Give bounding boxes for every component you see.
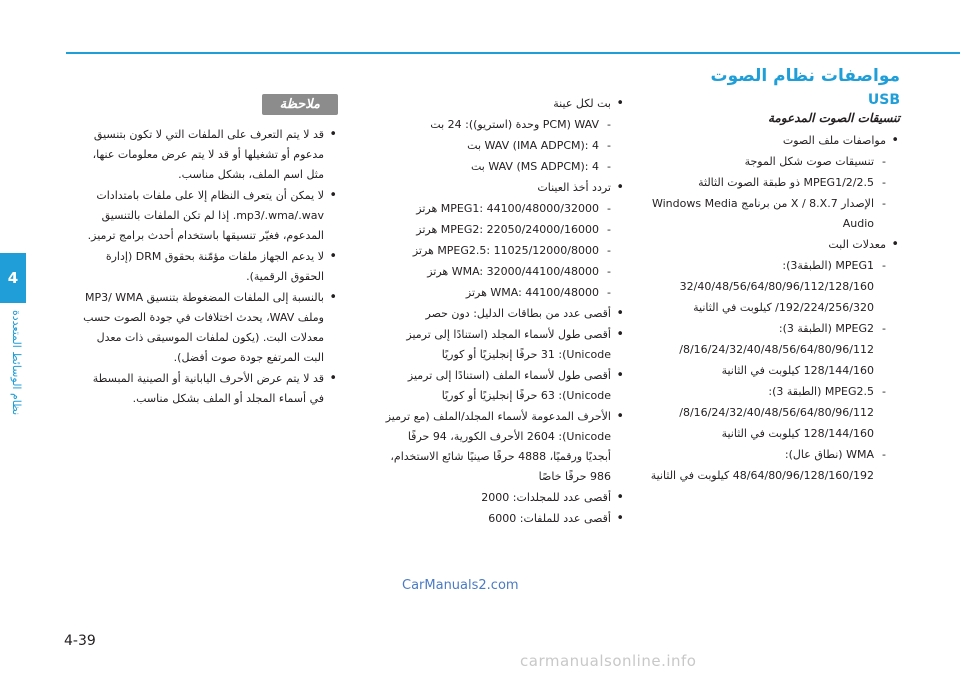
sub-item: - WMA (نطاق عال): xyxy=(640,445,886,465)
format-list xyxy=(640,131,900,486)
sub-item: - MPEG1: 44100/48000/32000 هرتز xyxy=(385,199,611,219)
sub-item: - MPEG2.5 (الطبقة 3): xyxy=(640,382,886,402)
continuation-line: 32/40/48/56/64/80/96/112/128/160 xyxy=(679,280,874,293)
bullet-item: • بت لكل عينة xyxy=(385,94,611,114)
sub-item: - WAV (IMA ADPCM): 4 بت xyxy=(385,136,611,156)
header-rule xyxy=(66,52,960,54)
watermark: CarManuals2.com xyxy=(402,578,519,593)
usb-heading: USB xyxy=(867,92,900,108)
audio-spec-column xyxy=(640,66,900,487)
bullet-item: • تردد أخذ العينات xyxy=(385,178,611,198)
bullet-item: • لا يمكن أن يتعرف النظام إلا على ملفات بامتدادات mp3/.wma/.wav. إذا لم تكن الملفات بالتنسيق المدعوم، فغيّر تنسيقها باستخدام أحدث برامج ترميز. xyxy=(80,186,324,246)
bullet-item: • أقصى عدد من بطاقات الدليل: دون حصر xyxy=(385,304,611,324)
bullet-item: • الأحرف المدعومة لأسماء المجلد/الملف (مع ترميز Unicode): 2604 الأحرف الكورية، 94 حرفًا أبجديًا ورقميًا، 4888 حرفًا صينيًا شائع الاستخدام، 986 حرفًا خاصًا xyxy=(385,407,611,487)
sub-item: - MPEG1 (الطبقة3): xyxy=(640,256,886,276)
bullet-item: • مواصفات ملف الصوت xyxy=(640,131,886,151)
sub-item: - الإصدار 7.X / 8.X من برنامج Windows Media Audio xyxy=(640,194,886,234)
continuation-line: 192/224/256/320/ كيلوبت في الثانية xyxy=(693,301,874,314)
continuation-line: 48/64/80/96/128/160/192 كيلوبت في الثانية xyxy=(650,469,874,482)
sub-item: - MPEG1/2/2.5 ذو طبقة الصوت الثالثة xyxy=(640,173,886,193)
continuation-line: 128/144/160 كيلوبت في الثانية xyxy=(721,364,874,377)
bullet-item: • قد لا يتم التعرف على الملفات التي لا تكون بتنسيق مدعوم أو تشغيلها أو قد لا يتم عرض معلومات عنها، مثل اسم الملف، بشكل مناسب. xyxy=(80,125,324,185)
bullet-item: • أقصى طول لأسماء الملف (استنادًا إلى ترميز Unicode): 63 حرفًا إنجليزيًا أو كوريًا xyxy=(385,366,611,406)
sub-item: - تنسيقات صوت شكل الموجة xyxy=(640,152,886,172)
sub-item: - WAV (MS ADPCM): 4 بت xyxy=(385,157,611,177)
continuation-line: 8/16/24/32/40/48/56/64/80/96/112/ xyxy=(679,406,874,419)
limits-column xyxy=(385,94,625,530)
bullet-item: • أقصى عدد للملفات: 6000 xyxy=(385,509,611,529)
chapter-number: 4 xyxy=(7,269,19,287)
continuation-line: 128/144/160 كيلوبت في الثانية xyxy=(721,427,874,440)
bullet-item: • قد لا يتم عرض الأحرف اليابانية أو الصينية المبسطة في أسماء المجلد أو الملف بشكل مناسب. xyxy=(80,369,324,409)
sub-item: - WAV (PCM وحدة (استريو)): 24 بت xyxy=(385,115,611,135)
footer-watermark: carmanualsonline.info xyxy=(520,652,697,670)
note-column xyxy=(80,93,338,410)
sub-item: - WMA: 44100/48000 هرتز xyxy=(385,283,611,303)
limits-list xyxy=(385,94,625,529)
chapter-tab xyxy=(0,253,26,303)
bullet-item: • أقصى عدد للمجلدات: 2000 xyxy=(385,488,611,508)
page-number: 4-39 xyxy=(64,633,96,649)
continuation-line: 8/16/24/32/40/48/56/64/80/96/112/ xyxy=(679,343,874,356)
sub-item: - WMA: 32000/44100/48000 هرتز xyxy=(385,262,611,282)
supported-formats-heading: تنسيقات الصوت المدعومة xyxy=(767,111,900,125)
bullet-item: • بالنسبة إلى الملفات المضغوطة بتنسيق MP3/ WMA وملف WAV، يحدث اختلافات في جودة الصوت حسب معدلات البت. (يكون لملفات الموسيقى ذات معدل البت المرتفع جودة صوت أفضل). xyxy=(80,288,324,368)
section-title: مواصفات نظام الصوت xyxy=(710,66,900,86)
note-list xyxy=(80,125,338,409)
note-badge: ملاحظة xyxy=(262,94,338,115)
sub-item: - MPEG2 (الطبقة 3): xyxy=(640,319,886,339)
bullet-item: • معدلات البت xyxy=(640,235,886,255)
chapter-title: نظام الوسائط المتعددة xyxy=(10,310,23,416)
bullet-item: • أقصى طول لأسماء المجلد (استنادًا إلى ترميز Unicode): 31 حرفًا إنجليزيًا أو كوريًا xyxy=(385,325,611,365)
sub-item: - MPEG2.5: 11025/12000/8000 هرتز xyxy=(385,241,611,261)
bullet-item: • لا يدعم الجهاز ملفات مؤمّنة بحقوق DRM (إدارة الحقوق الرقمية). xyxy=(80,247,324,287)
sub-item: - MPEG2: 22050/24000/16000 هرتز xyxy=(385,220,611,240)
